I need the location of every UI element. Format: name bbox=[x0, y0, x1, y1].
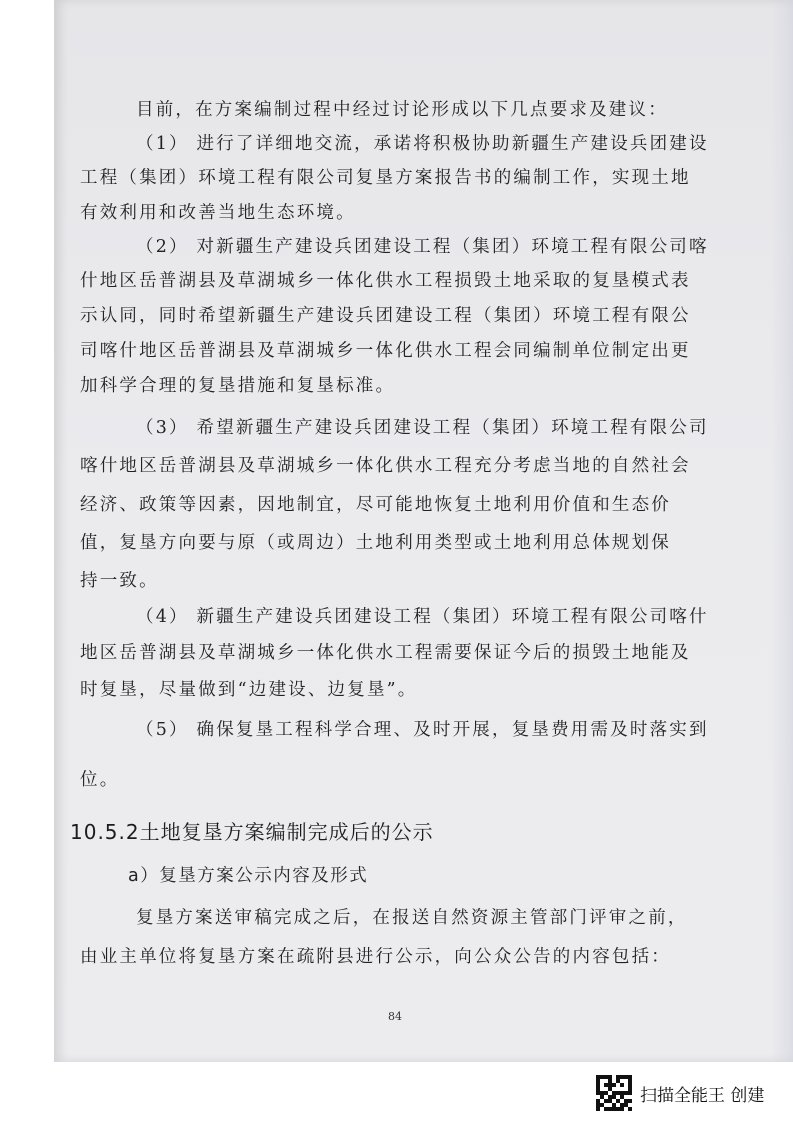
item-3-line-4: 值，复垦方向要与原（或周边）土地利用类型或土地利用总体规划保 bbox=[80, 533, 671, 553]
item-1-line-1: （1） 进行了详细地交流，承诺将积极协助新疆生产建设兵团建设 bbox=[136, 134, 709, 154]
item-5-line-2: 位。 bbox=[80, 770, 120, 790]
section-heading: 10.5.2土地复垦方案编制完成后的公示 bbox=[70, 820, 434, 844]
scanner-watermark bbox=[596, 1068, 764, 1118]
item-2-line-4: 司喀什地区岳普湖县及草湖城乡一体化供水工程会同编制单位制定出更 bbox=[80, 341, 691, 361]
item-1-line-3: 有效利用和改善当地生态环境。 bbox=[80, 203, 356, 223]
item-3-line-1: （3） 希望新疆生产建设兵团建设工程（集团）环境工程有限公司 bbox=[136, 418, 709, 438]
item-2-line-5: 加科学合理的复垦措施和复垦标准。 bbox=[80, 376, 396, 396]
page-number: 84 bbox=[388, 1010, 402, 1023]
qr-code-icon bbox=[596, 1075, 632, 1111]
item-4-line-2: 地区岳普湖县及草湖城乡一体化供水工程需要保证今后的损毁土地能及 bbox=[80, 643, 691, 663]
intro-line: 目前，在方案编制过程中经过讨论形成以下几点要求及建议： bbox=[136, 100, 668, 120]
item-2-line-1: （2） 对新疆生产建设兵团建设工程（集团）环境工程有限公司喀 bbox=[136, 237, 709, 257]
item-3-line-3: 经济、政策等因素，因地制宜，尽可能地恢复土地利用价值和生态价 bbox=[80, 495, 671, 515]
item-1-line-2: 工程（集团）环境工程有限公司复垦方案报告书的编制工作，实现土地 bbox=[80, 168, 691, 188]
item-4-line-3: 时复垦，尽量做到“边建设、边复垦”。 bbox=[80, 680, 418, 700]
item-3-line-2: 喀什地区岳普湖县及草湖城乡一体化供水工程充分考虑当地的自然社会 bbox=[80, 456, 691, 476]
item-2-line-3: 示认同，同时希望新疆生产建设兵团建设工程（集团）环境工程有限公 bbox=[80, 306, 691, 326]
subsection-heading: a）复垦方案公示内容及形式 bbox=[128, 866, 369, 886]
item-3-line-5: 持一致。 bbox=[80, 571, 159, 591]
paragraph-line-2: 由业主单位将复垦方案在疏附县进行公示，向公众公告的内容包括： bbox=[80, 947, 671, 967]
item-2-line-2: 什地区岳普湖县及草湖城乡一体化供水工程损毁土地采取的复垦模式表 bbox=[80, 271, 691, 291]
watermark-label: 扫描全能王 创建 bbox=[640, 1085, 765, 1106]
item-4-line-1: （4） 新疆生产建设兵团建设工程（集团）环境工程有限公司喀什 bbox=[136, 607, 709, 627]
paragraph-line-1: 复垦方案送审稿完成之后，在报送自然资源主管部门评审之前， bbox=[136, 908, 688, 928]
item-5-line-1: （5） 确保复垦工程科学合理、及时开展，复垦费用需及时落实到 bbox=[136, 720, 709, 740]
